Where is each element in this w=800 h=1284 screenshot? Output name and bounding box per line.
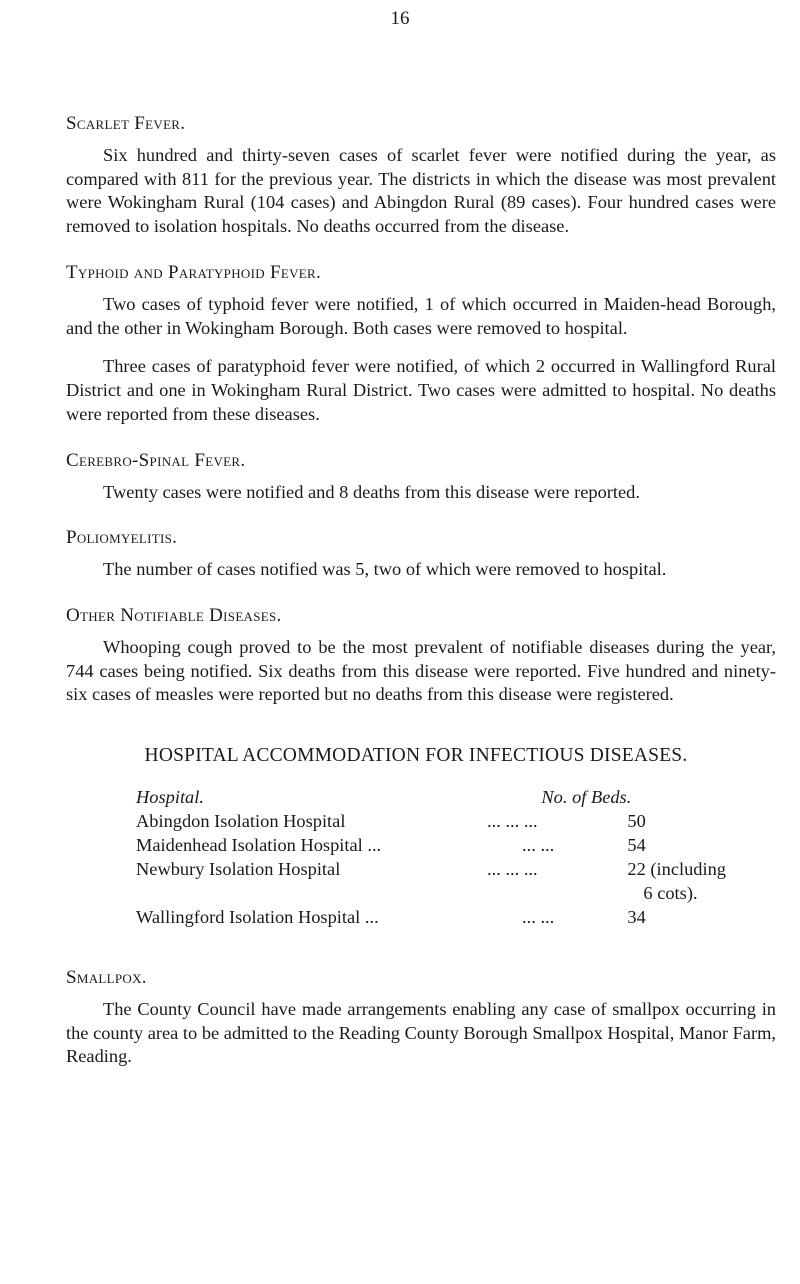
table-row: [136, 833, 726, 857]
paragraph-cerebro-spinal: Twenty cases were notified and 8 deaths from this disease were reported.: [103, 481, 640, 502]
bed-count: 34: [627, 906, 646, 927]
hospital-name: Wallingford Isolation Hospital ...: [136, 906, 379, 927]
leader-dots: ... ... ...: [487, 858, 538, 879]
table-row: [136, 809, 726, 833]
table-row: [136, 905, 726, 929]
paragraph-other-notifiable: Whooping cough proved to be the most prevalent of notifiable diseases during the year, 744 cases being notified. Six deaths from this disease were reported. Five hundred and ninety-six cases of measles were reported but no deaths from this disease were registered.: [66, 636, 776, 705]
section-heading-cerebro-spinal: Cerebro-Spinal Fever.: [66, 449, 246, 471]
paragraph-typhoid: Two cases of typhoid fever were notified, 1 of which occurred in Maiden-head Borough, and the other in Wokingham Borough. Both cases were removed to hospital.: [66, 293, 776, 338]
header-hospital: Hospital.: [136, 786, 204, 807]
paragraph-poliomyelitis: The number of cases notified was 5, two of which were removed to hospital.: [103, 559, 667, 580]
hospital-name: Abingdon Isolation Hospital: [136, 810, 346, 831]
bed-count: 22 (including: [627, 858, 726, 879]
header-beds: No. of Beds.: [541, 786, 632, 807]
page-body: [66, 112, 776, 1069]
table-row: [136, 857, 726, 905]
section-heading-other-notifiable: Other Notifiable Diseases.: [66, 604, 282, 626]
leader-dots: ... ...: [522, 906, 555, 927]
leader-dots: ... ... ...: [487, 810, 538, 831]
section-heading-scarlet-fever: Scarlet Fever.: [66, 113, 186, 134]
hospital-name: Newbury Isolation Hospital: [136, 858, 341, 879]
table-header-row: [136, 785, 726, 809]
hospital-name: Maidenhead Isolation Hospital ...: [136, 834, 382, 855]
page-number: 16: [390, 8, 410, 29]
paragraph-paratyphoid: Three cases of paratyphoid fever were notified, of which 2 occurred in Wallingford Rural District and one in Wokingham Rural District. Two cases were admitted to hospital. No deaths were reported from these diseases.: [66, 356, 776, 424]
paragraph-scarlet-fever: Six hundred and thirty-seven cases of scarlet fever were notified during the year, as compared with 811 for the previous year. The districts in which the disease was most prevalent were Wokingham Rural (104 cases) and Abingdon Rural (89 cases). Four hundred cases were removed to isolation hospitals. No deaths occurred from the disease.: [66, 144, 776, 237]
bed-count: 50: [627, 810, 646, 831]
section-heading-typhoid: Typhoid and Paratyphoid Fever.: [66, 261, 322, 283]
bed-count-note: 6 cots).: [643, 882, 698, 903]
hospital-table: [136, 785, 726, 929]
leader-dots: ... ...: [522, 834, 555, 855]
paragraph-smallpox: The County Council have made arrangements enabling any case of smallpox occurring in the county area to be admitted to the Reading County Borough Smallpox Hospital, Manor Farm, Reading.: [66, 998, 776, 1067]
section-heading-poliomyelitis: Poliomyelitis.: [66, 527, 178, 549]
bed-count: 54: [627, 834, 646, 855]
table-title: HOSPITAL ACCOMMODATION FOR INFECTIOUS DISEASES.: [144, 745, 688, 767]
section-heading-smallpox: Smallpox.: [66, 966, 147, 988]
